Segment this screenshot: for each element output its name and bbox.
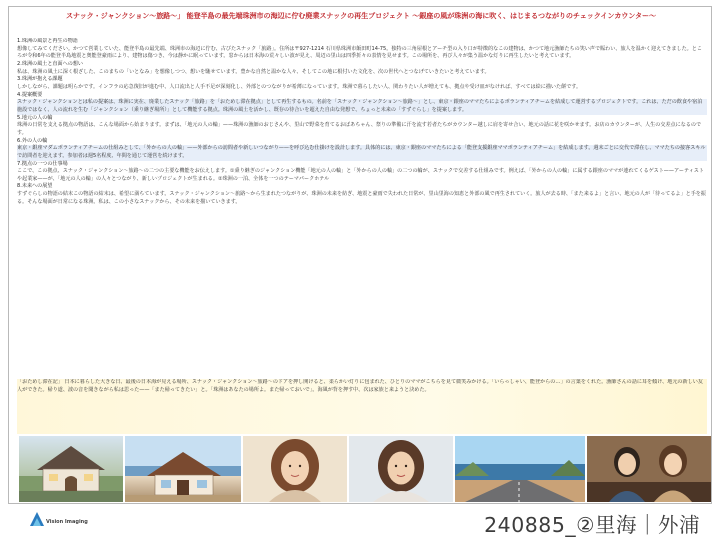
coastal-road-illustration [455, 436, 585, 502]
section-heading: 6.外の人の輪 [17, 137, 48, 144]
document-title: スナック・ジャンクション〜旅路〜」 能登半島の最先端珠洲市の海辺に佇む廃業スナックの再生プロジェクト 〜銀座の風が珠洲の海に吹く、はじまるつながりのチェックインカウンター〜 [65, 11, 656, 20]
section-text: スナック・ジャンクションとは私の提案は、珠洲に実在、廃業したスナック「旅路」を「おためし滞在拠点」として再生するもの。名前を「スナック・ジャンクション〜旅路〜」とし、東京・銀座のママたちによるボランティアチームを結成して運営するプロジェクトです。これは、ただの飲食や宿泊施設ではなく、人の流れを生む「ジャンクション（乗り継ぎ場所）」として機能する拠点。珠洲の風土を活かし、既存の待合いを超えた自由な発想で、ちょっと未来の「すずぐらし」を提案します。 [17, 99, 707, 114]
section-text: 東京・銀座マダムボランティアチームの仕組みとして、「外からの人の輪」——外部からの訪問者や新しいつながり——を呼び込む仕掛けを設計します。具体的には、東京・銀座のママたちによる「能登支援銀座ママボランティアチーム」を結成します。週末ごとに交代で滞在し、ママたちの接客スキルで訪問者を迎えます。参加者は週5名程度、年間を通じて運営を続けます。 [17, 145, 706, 159]
section-text: 想像してみてください。かつて営業していた、能登半島の最先端、珠洲市の海辺に佇む、古びたスナック「旅路」。住所は〒927-1214 石川県珠洲市飯田町14-75。独特の三角屋根とアーチ型の入り口が特徴的なこの建物は、かつて地元漁師たちの笑い声で賑わい、旅人を温かく迎えてきました。ところが令和6年の能登半島地震と奥能登豪雨により、建物は傷つき、今は静かに眠っています。窓からは日本海の荒々しい波が見え、周辺の里山は四季折々の表情を見せます。この場所を、再び人々が集う温かな灯りに再生したいと考えています。 [17, 45, 702, 60]
section-text: 私は、珠洲の風土に深く根ざした、このまちの「いとなみ」を想像しつつ、想いを馳せています。豊かな自然と温かな人々、そしてこの地に根付いた文化を、次の世代へとつなげていきたいと考えています。 [17, 68, 490, 75]
story-text: 日本に暮らした大きな日、最後の日本海が見える場所、スナック・ジャンクション〜旅路〜のドアを押し開けると、柔らかい灯りに包まれた、ひとりのママがこちらを見て微笑みかける。「いらっしゃい、能登からの…」の言葉をくれた。漁師さんの話に耳を傾け、地元の新しい友人ができた。帰り道、波の音を聞きながら私は思った——「また帰ってきたい」と。「珠洲はあなたの場所よ。また帰っておいで」。海風が背を押す中、次は家族と来ようと決めた。 [17, 379, 703, 393]
mama-portrait-2 [349, 436, 453, 502]
section-heading: 3.珠洲が抱える課題 [17, 76, 63, 83]
section-heading: 1.珠洲の風景と再生の物語 [17, 38, 78, 44]
section-heading: 2.珠洲の風土と直面への想い [17, 60, 83, 67]
section-text: しかしながら、課題は明らかです。インフラの応急復旧が進む中、人口流出と人手不足が深刻化し、外部とのつながりが希薄になっています。珠洲で暮らしたい人、関わりたい人が増えても、拠点や受け皿がなければ、すべては絵に描いた餅です。 [17, 83, 582, 90]
section-heading: 4.提案概要 [17, 91, 43, 98]
story-block [17, 379, 707, 434]
couple-at-bar-illustration [587, 436, 712, 502]
section-text: 珠洲の日常を支える拠点の物語は、こんな場面から始まります。まずは、「地元の人の輪」——珠洲の漁師のおじさんや、里山で野菜を育てるおばあちゃん、祭りの準備に汗を流す若者たちがカウンター越しに肩を寄せ合い、地元の話に花を咲かせます。お店のカウンターが、人生の交差点になるのです。 [17, 122, 702, 136]
proposal-sheet [8, 6, 712, 504]
proposal-body [17, 38, 707, 433]
section-heading: 5.地元の人の輪 [17, 114, 53, 121]
section-text: すずぐらしの物語の結末この物語の結末は、希望に満ちています。スナック・ジャンクション〜旅路〜から生まれたつながりが、珠洲の未来を紡ぎ、地震と豪雨で失われた日常が、里山里海の知恵と外部の風で再生されていく。旅人が去る時、「また来るよ」と言い、地元の人が「待ってるよ」と手を振る。そんな場面が日常になる珠洲。私は、この小さなスナックから、その未来を描いていきます。 [17, 191, 706, 205]
mama-portrait-1 [243, 436, 347, 502]
company-logo-text: Vision Imaging [46, 519, 88, 525]
section-heading: 7.拠点の一つの仕事場 [17, 160, 68, 167]
section-heading: 8.未来への展望 [17, 183, 53, 190]
story-heading: 「おためし滞在記」 [17, 379, 63, 385]
seaside-house-illustration [125, 436, 241, 502]
snack-building-illustration [19, 436, 123, 502]
footer [0, 504, 720, 540]
company-logo-icon [30, 512, 44, 526]
section-text: ここで、この拠点、スナック・ジャンクション〜旅路〜の二つの主要な機能をお伝えします。①乗り継ぎのジャンクション機能「地元の人の輪」と「外からの人の輪」の二つの輪が、スナックで交差する仕組みです。例えば、「外からの人の輪」に属する銀座のママが連れてくるゲスト——アーティストや起業家——が、「地元の人の輪」の人々とつながり、新しいプロジェクトが生まれる。②珠洲の一泊、全体を一つのテーマパークホテル [17, 168, 704, 182]
entry-id: 240885_②里海｜外浦 [484, 513, 700, 537]
